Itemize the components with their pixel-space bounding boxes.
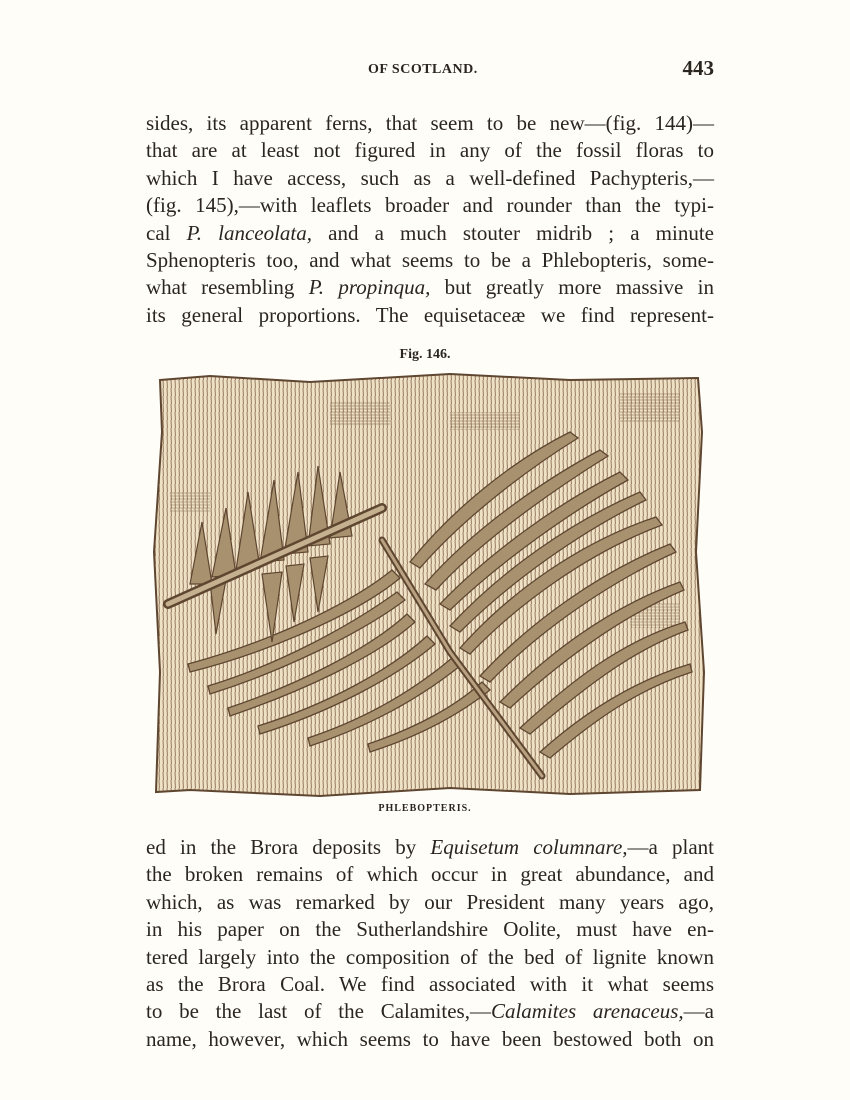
- page-number: 443: [682, 56, 714, 80]
- text-line: Sphenopteris too, and what seems to be a Phlebopteris, some-: [146, 247, 714, 272]
- fossil-illustration: [150, 372, 710, 798]
- text-line: to be the last of the Calamites,—Calamites arenaceus,—a: [146, 999, 714, 1024]
- figure-caption: PHLEBOPTERIS.: [378, 803, 472, 814]
- paragraph-top: [146, 110, 714, 329]
- text-line: (fig. 145),—with leaflets broader and rounder than the typi-: [146, 193, 714, 218]
- text-line: what resembling P. propinqua, but greatly more massive in: [146, 275, 714, 300]
- text-line: ed in the Brora deposits by Equisetum columnare,—a plant: [146, 835, 714, 859]
- running-title: OF SCOTLAND.: [368, 62, 478, 77]
- text-line: which I have access, such as a well-defined Pachypteris,—: [146, 165, 714, 190]
- text-line: sides, its apparent ferns, that seem to be new—(fig. 144)—: [146, 111, 714, 135]
- text-line: cal P. lanceolata, and a much stouter midrib ; a minute: [146, 220, 714, 245]
- text-line: in his paper on the Sutherlandshire Oolite, must have en-: [146, 917, 714, 942]
- text-line: the broken remains of which occur in great abundance, and: [146, 862, 714, 887]
- figure-number: Fig. 146.: [399, 347, 451, 362]
- text-line: as the Brora Coal. We find associated with it what seems: [146, 971, 714, 996]
- paragraph-bottom: [146, 834, 714, 1053]
- text-line: which, as was remarked by our President many years ago,: [146, 889, 714, 914]
- text-line: its general proportions. The equisetaceæ we find represent-: [146, 302, 714, 327]
- running-head: [146, 56, 714, 86]
- text-line: that are at least not figured in any of the fossil floras to: [146, 138, 714, 163]
- text-line: tered largely into the composition of the bed of lignite known: [146, 944, 714, 969]
- text-line: name, however, which seems to have been bestowed both on: [146, 1026, 714, 1051]
